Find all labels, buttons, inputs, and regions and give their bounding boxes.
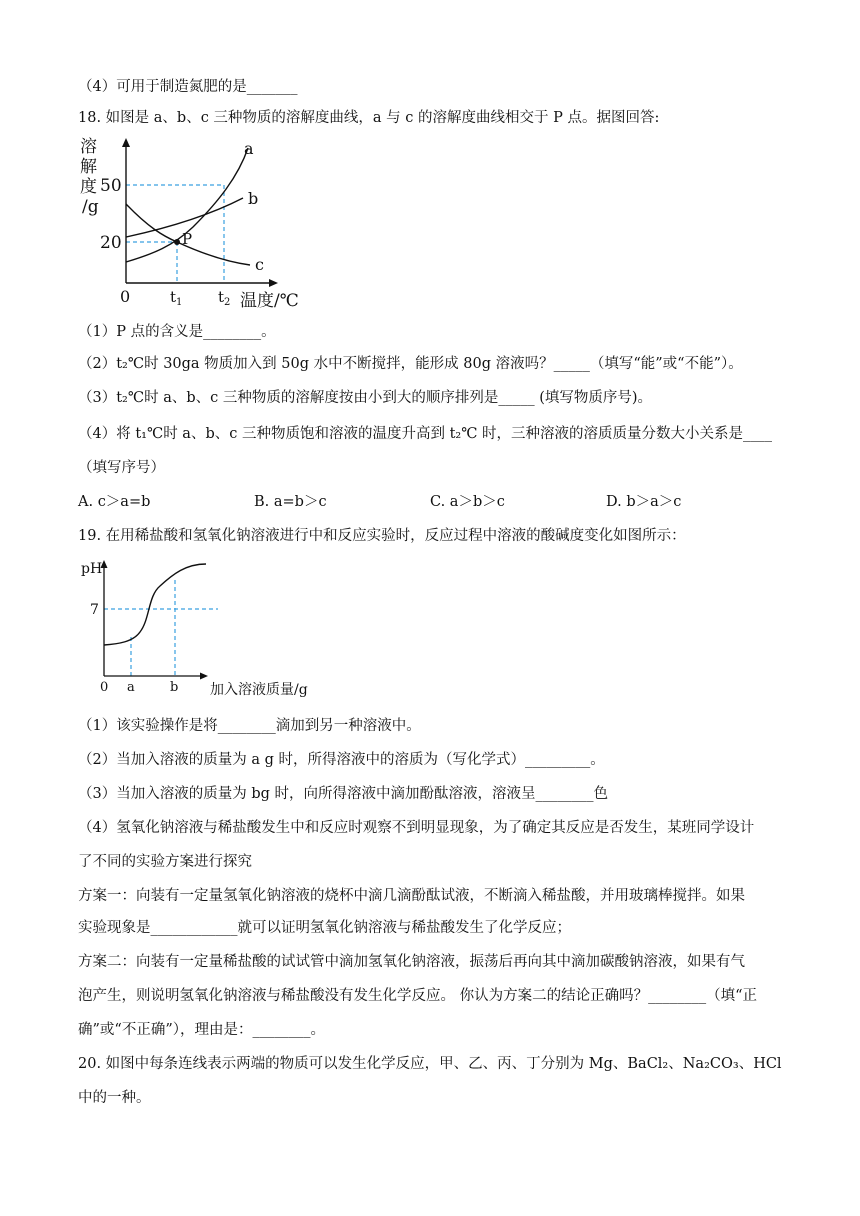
ph-curve	[104, 564, 206, 645]
x-tick-t2: $t_2$	[218, 288, 231, 308]
y-axis-arrow	[122, 138, 130, 147]
y-axis-label-char: /g	[82, 197, 99, 217]
y-axis-label-char: 解	[80, 157, 97, 177]
y-axis-label-char: 溶	[80, 137, 97, 157]
solubility-chart	[78, 132, 308, 312]
q19-plan2-line1: 方案二：向装有一定量稀盐酸的试试管中滴加氢氧化钠溶液，振荡后再向其中滴加碳酸钠溶液，如果有气	[78, 954, 745, 970]
q18-option-b: B. a=b＞c	[254, 494, 327, 510]
y-axis-label: pH	[81, 561, 103, 577]
origin-label: 0	[100, 680, 109, 695]
q19-item4-cont: 了不同的实验方案进行探究	[78, 854, 252, 870]
q18-item1: （1）P 点的含义是________。	[78, 324, 276, 340]
origin-label: 0	[120, 287, 131, 306]
y-axis-label-char: 度	[80, 177, 97, 197]
q18-item4: （4）将 t₁℃时 a、b、c 三种物质饱和溶液的温度升高到 t₂℃ 时，三种溶液的溶质质量分数大小关系是____	[78, 426, 773, 442]
series-c-label: c	[255, 255, 264, 274]
q18-option-c: C. a＞b＞c	[430, 494, 505, 510]
q19-item4: （4）氢氧化钠溶液与稀盐酸发生中和反应时观察不到明显现象，为了确定其反应是否发生，某班同学设计	[78, 820, 755, 836]
q19-plan1-line1: 方案一：向装有一定量氢氧化钠溶液的烧杯中滴几滴酚酞试液，不断滴入稀盐酸，并用玻璃棒搅拌。如果	[78, 888, 745, 904]
q18-item3: （3）t₂℃时 a、b、c 三种物质的溶解度按由小到大的顺序排列是_____ (填写物质序号)。	[78, 390, 653, 406]
q17-item4: （4）可用于制造氮肥的是_______	[78, 79, 298, 95]
q19-plan2-line3: 确”或“不正确”），理由是：________。	[78, 1022, 325, 1038]
q19-plan1-line2: 实验现象是____________就可以证明氢氧化钠溶液与稀盐酸发生了化学反应；	[78, 920, 571, 936]
q19-item3: （3）当加入溶液的质量为 bg 时，向所得溶液中滴加酚酞溶液，溶液呈________色	[78, 786, 609, 802]
q19-item2: （2）当加入溶液的质量为 a g 时，所得溶液中的溶质为（写化学式）_________。	[78, 752, 605, 768]
x-tick-b: b	[170, 680, 179, 695]
point-p-label: P	[182, 230, 193, 248]
x-axis-arrow	[269, 279, 278, 287]
x-axis-label: 加入溶液质量/g	[210, 682, 308, 698]
y-tick-50: 50	[100, 176, 122, 196]
q18-option-d: D. b＞a＞c	[606, 494, 682, 510]
q18-stem: 18. 如图是 a、b、c 三种物质的溶解度曲线，a 与 c 的溶解度曲线相交于 P 点。据图回答:	[78, 110, 660, 126]
series-a-label: a	[244, 139, 254, 158]
series-b-label: b	[248, 189, 259, 208]
q20-stem-line1: 20. 如图中每条连线表示两端的物质可以发生化学反应，甲、乙、丙、丁分别为 Mg、BaCl₂、Na₂CO₃、HCl	[78, 1056, 782, 1072]
ph-chart	[78, 556, 338, 704]
q19-item1: （1）该实验操作是将________滴加到另一种溶液中。	[78, 718, 421, 734]
y-axis-label	[80, 137, 99, 217]
q20-stem-line2: 中的一种。	[78, 1090, 151, 1106]
q18-item4-cont: （填写序号）	[78, 460, 165, 476]
point-p	[174, 239, 180, 245]
q19-stem: 19. 在用稀盐酸和氢氧化钠溶液进行中和反应实验时，反应过程中溶液的酸碱度变化如图所示：	[78, 528, 686, 544]
x-axis-arrow	[200, 673, 208, 680]
q18-option-a: A. c＞a=b	[78, 494, 151, 510]
q19-plan2-line2: 泡产生，则说明氢氧化钠溶液与稀盐酸没有发生化学反应。 你认为方案二的结论正确吗？________（填“正	[78, 988, 758, 1004]
x-tick-t1: $t_1$	[170, 288, 183, 308]
x-axis-label: 温度/℃	[240, 291, 299, 311]
y-tick-20: 20	[100, 233, 122, 253]
x-tick-a: a	[127, 680, 135, 695]
y-tick-7: 7	[90, 602, 99, 618]
q18-item2: （2）t₂℃时 30ga 物质加入到 50g 水中不断搅拌，能形成 80g 溶液吗？_____（填写“能”或“不能”）。	[78, 356, 743, 372]
